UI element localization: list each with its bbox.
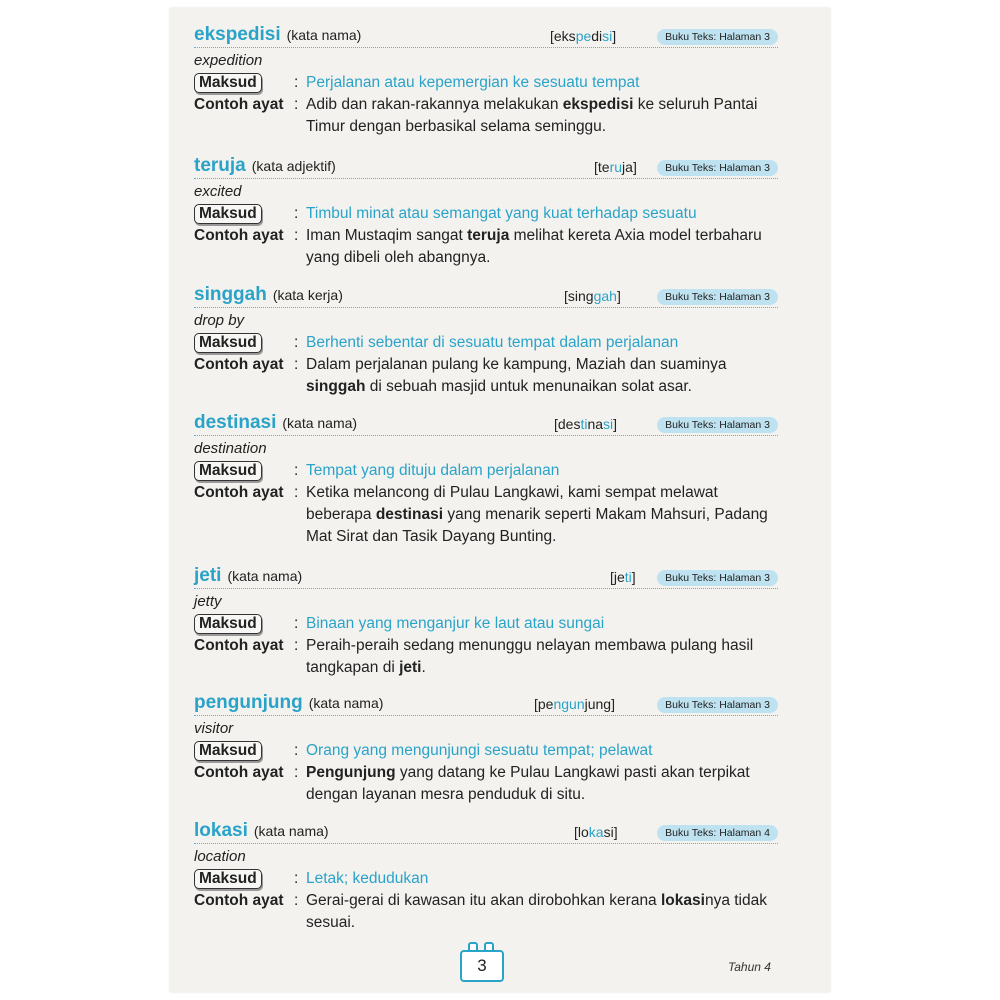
colon: : (294, 96, 299, 113)
meaning-text: Berhenti sebentar di sesuatu tempat dalam perjalanan (306, 334, 679, 351)
example-keyword: Pengunjung (306, 764, 396, 781)
entry-header (194, 155, 778, 181)
meaning-label: Maksud (194, 460, 290, 482)
entry-word (194, 412, 357, 434)
textbook-page-badge: Buku Teks: Halaman 3 (657, 697, 778, 713)
example-text-part: Gerai-gerai di kawasan itu akan dirobohkan kerana (306, 892, 661, 909)
entry-word (194, 155, 336, 177)
syllable-part: di (591, 28, 603, 44)
meaning-row (194, 460, 778, 482)
syllable-part: [des (554, 416, 581, 432)
colon: : (294, 462, 299, 479)
example-label: Contoh ayat (194, 96, 284, 113)
headword: lokasi (194, 820, 248, 841)
entry-jeti (194, 565, 778, 679)
grade-label: Tahun 4 (728, 960, 771, 974)
syllable-highlight: si (602, 28, 613, 44)
syllable-highlight: gah (593, 288, 617, 304)
example-text (306, 762, 778, 806)
syllable-part: ] (613, 416, 618, 432)
part-of-speech: (kata nama) (286, 27, 362, 43)
english-translation: expedition (194, 52, 263, 69)
example-keyword: lokasi (661, 892, 705, 909)
example-keyword: singgah (306, 378, 366, 395)
example-label: Contoh ayat (194, 764, 284, 781)
syllable-part: na (587, 416, 604, 432)
entry-header (194, 692, 778, 718)
english-translation: destination (194, 440, 267, 457)
example-text (306, 225, 778, 269)
english-translation: drop by (194, 312, 245, 329)
textbook-page-badge: Buku Teks: Halaman 3 (657, 29, 778, 45)
part-of-speech: (kata adjektif) (251, 158, 336, 174)
syllable-highlight: si (603, 416, 614, 432)
syllable-highlight: pe (575, 28, 592, 44)
example-keyword: destinasi (375, 506, 444, 523)
syllable-breakdown (534, 696, 615, 712)
entry-header (194, 412, 778, 438)
example-text-part: Iman Mustaqim sangat (306, 227, 468, 244)
entry-word (194, 565, 302, 587)
part-of-speech: (kata kerja) (272, 287, 343, 303)
colon: : (294, 764, 299, 781)
example-text-part: yang datang ke Pulau Langkawi pasti akan terpikat dengan layanan mesra penduduk di situ. (306, 764, 750, 803)
example-row (194, 354, 778, 398)
example-row (194, 225, 778, 269)
headword: jeti (194, 565, 222, 586)
colon: : (294, 742, 299, 759)
headword: pengunjung (194, 692, 303, 713)
english-translation: location (194, 848, 246, 865)
colon: : (294, 205, 299, 222)
dotted-divider (194, 843, 778, 844)
english-translation: excited (194, 183, 242, 200)
colon: : (294, 334, 299, 351)
entry-ekspedisi (194, 24, 778, 138)
textbook-page-badge: Buku Teks: Halaman 3 (657, 417, 778, 433)
meaning-text: Letak; kedudukan (306, 870, 429, 887)
meaning-text: Tempat yang dituju dalam perjalanan (306, 462, 560, 479)
syllable-part: si (603, 824, 614, 840)
syllable-breakdown (564, 288, 621, 304)
textbook-page-badge: Buku Teks: Halaman 3 (657, 289, 778, 305)
meaning-row (194, 332, 778, 354)
page-number: 3 (460, 950, 504, 982)
headword: ekspedisi (194, 24, 281, 45)
textbook-page-badge: Buku Teks: Halaman 3 (657, 570, 778, 586)
example-row (194, 94, 778, 138)
meaning-text: Binaan yang menganjur ke laut atau sungai (306, 615, 605, 632)
example-text-part: melihat kereta Axia model terbaharu yang dibeli oleh abangnya. (306, 227, 762, 266)
meaning-label: Maksud (194, 740, 290, 762)
syllable-part: [te (594, 159, 610, 175)
syllable-highlight: ru (609, 159, 623, 175)
syllable-breakdown (594, 159, 637, 175)
part-of-speech: (kata nama) (227, 568, 303, 584)
example-text-part: di sebuah masjid untuk menunaikan solat asar. (365, 378, 692, 395)
colon: : (294, 870, 299, 887)
syllable-part: [eks (550, 28, 576, 44)
example-row (194, 635, 778, 679)
example-text-part: Dalam perjalanan pulang ke kampung, Maziah dan suaminya (306, 356, 727, 373)
example-row (194, 482, 778, 548)
part-of-speech: (kata nama) (308, 695, 384, 711)
colon: : (294, 74, 299, 91)
example-text-part: Adib dan rakan-rakannya melakukan (306, 96, 563, 113)
example-label: Contoh ayat (194, 356, 284, 373)
entry-destinasi (194, 412, 778, 548)
meaning-label: Maksud (194, 72, 290, 94)
meaning-row (194, 613, 778, 635)
entry-singgah (194, 284, 778, 398)
syllable-highlight: ngun (553, 696, 585, 712)
headword: singgah (194, 284, 267, 305)
example-text-part: Ketika melancong di Pulau Langkawi, kami sempat melawat beberapa (306, 484, 718, 523)
example-text (306, 890, 778, 934)
entry-lokasi (194, 820, 778, 934)
example-text (306, 482, 778, 548)
part-of-speech: (kata nama) (282, 415, 358, 431)
entry-header (194, 284, 778, 310)
example-label: Contoh ayat (194, 892, 284, 909)
entry-header (194, 24, 778, 50)
entry-header (194, 565, 778, 591)
entry-word (194, 24, 361, 46)
example-text-part: Peraih-peraih sedang menunggu nelayan membawa pulang hasil tangkapan di (306, 637, 754, 676)
colon: : (294, 484, 299, 501)
syllable-part: [sing (564, 288, 594, 304)
example-keyword: ekspedisi (562, 96, 634, 113)
colon: : (294, 892, 299, 909)
textbook-page-badge: Buku Teks: Halaman 4 (657, 825, 778, 841)
english-translation: jetty (194, 593, 222, 610)
syllable-part: ] (613, 824, 618, 840)
example-keyword: teruja (467, 227, 510, 244)
meaning-text: Orang yang mengunjungi sesuatu tempat; pelawat (306, 742, 653, 759)
syllable-part: ja (622, 159, 633, 175)
entry-word (194, 820, 329, 842)
example-text-part: yang menarik seperti Makam Mahsuri, Padang Mat Sirat dan Tasik Dayang Bunting. (306, 506, 768, 545)
syllable-part: [je (610, 569, 625, 585)
syllable-highlight: ti (624, 569, 632, 585)
entry-word (194, 692, 383, 714)
meaning-text: Perjalanan atau kepemergian ke sesuatu tempat (306, 74, 640, 91)
syllable-part: ] (611, 696, 615, 712)
example-keyword: jeti (399, 659, 422, 676)
syllable-breakdown (554, 416, 617, 432)
english-translation: visitor (194, 720, 234, 737)
example-label: Contoh ayat (194, 227, 284, 244)
entry-pengunjung (194, 692, 778, 806)
part-of-speech: (kata nama) (253, 823, 329, 839)
example-label: Contoh ayat (194, 484, 284, 501)
syllable-highlight: ti (580, 416, 588, 432)
headword: teruja (194, 155, 246, 176)
example-text-part: nya tidak sesuai. (306, 892, 767, 931)
example-text-part: . (421, 659, 426, 676)
example-text (306, 94, 778, 138)
syllable-part: [lo (574, 824, 589, 840)
syllable-breakdown (550, 28, 616, 44)
meaning-row (194, 740, 778, 762)
example-row (194, 890, 778, 934)
meaning-row (194, 72, 778, 94)
entry-teruja (194, 155, 778, 269)
meaning-label: Maksud (194, 868, 290, 890)
dotted-divider (194, 47, 778, 48)
syllable-part: ] (632, 159, 637, 175)
dotted-divider (194, 178, 778, 179)
meaning-row (194, 868, 778, 890)
textbook-page-badge: Buku Teks: Halaman 3 (657, 160, 778, 176)
colon: : (294, 615, 299, 632)
entry-header (194, 820, 778, 846)
dotted-divider (194, 307, 778, 308)
example-label: Contoh ayat (194, 637, 284, 654)
meaning-text: Timbul minat atau semangat yang kuat terhadap sesuatu (306, 205, 697, 222)
headword: destinasi (194, 412, 277, 433)
syllable-part: jung (584, 696, 612, 712)
colon: : (294, 356, 299, 373)
example-text (306, 354, 778, 398)
syllable-highlight: ka (588, 824, 604, 840)
dotted-divider (194, 588, 778, 589)
syllable-breakdown (610, 569, 636, 585)
colon: : (294, 637, 299, 654)
syllable-part: ] (612, 28, 617, 44)
meaning-label: Maksud (194, 332, 290, 354)
syllable-part: ] (616, 288, 621, 304)
dotted-divider (194, 715, 778, 716)
syllable-part: ] (631, 569, 636, 585)
example-text (306, 635, 778, 679)
syllable-breakdown (574, 824, 618, 840)
meaning-label: Maksud (194, 613, 290, 635)
example-row (194, 762, 778, 806)
example-text-part: ke seluruh Pantai Timur dengan berbasikal selama seminggu. (306, 96, 758, 135)
entry-word (194, 284, 343, 306)
meaning-label: Maksud (194, 203, 290, 225)
colon: : (294, 227, 299, 244)
meaning-row (194, 203, 778, 225)
dotted-divider (194, 435, 778, 436)
syllable-part: [pe (534, 696, 554, 712)
